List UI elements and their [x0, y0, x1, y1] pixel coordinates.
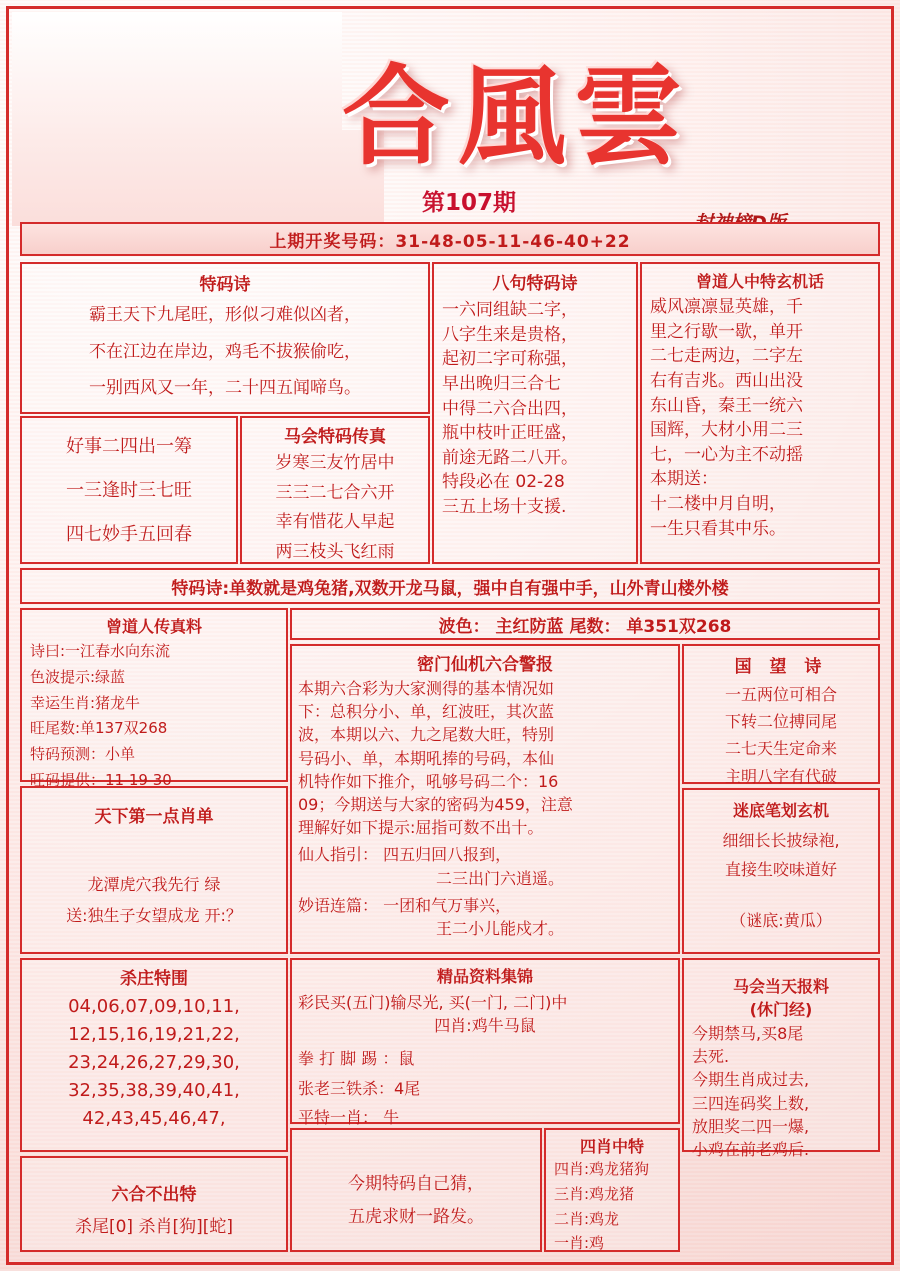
mahui-chuanzhen-line-1: 岁寒三友竹居中 — [275, 453, 395, 473]
tianxia-box — [20, 786, 288, 954]
temashi-line-1: 霸王天下九尾旺，形似刁难似凶者， — [89, 305, 361, 325]
mimen-body-1: 本期六合彩为大家测得的基本情况如 — [298, 679, 555, 698]
midi-line-2: 直接生咬味道好 — [724, 860, 837, 880]
temashi-title: 特码诗 — [199, 275, 251, 295]
bajutemashi-line-6: 瓶中枝叶正旺盛， — [442, 423, 578, 444]
mahui-baoliao-title: 马会当天报料 — [732, 977, 829, 996]
sixiao-title: 四肖中特 — [579, 1137, 644, 1156]
mahui-chuanzhen-line-3: 幸有惜花人早起 — [275, 512, 395, 533]
midi-title: 迷底笔划玄机 — [732, 801, 829, 820]
shazhuang-numbers-3: 23,24,26,27,29,30, — [68, 1051, 240, 1073]
mahui-chuanzhen-line-2: 三三二七合六开 — [275, 482, 395, 503]
mahui-baoliao-line-5: 放胆奖二四一爆, — [692, 1116, 810, 1136]
tianxia-line-2: 送:独生子女望成龙 开:？ — [66, 906, 242, 926]
jingpin-row-3: 平特一肖： 牛 — [298, 1107, 400, 1127]
tianxia-line-1: 龙潭虎穴我先行 绿 — [87, 875, 221, 894]
zengdaoren-chuanzhen-title: 曾道人传真料 — [105, 617, 202, 636]
guowang-shi-line-4: 主明八字有代破 — [724, 766, 837, 786]
jingpin-row-2: 张老三铁杀：4尾 — [298, 1078, 421, 1098]
sixiao-row-4: 一肖:鸡 — [554, 1234, 605, 1253]
shazhuang-numbers-4: 32,35,38,39,40,41, — [68, 1079, 240, 1101]
mahui-baoliao-line-4: 三四连码奖上数, — [692, 1093, 810, 1113]
bajutemashi-line-2: 八字生来是贵格， — [442, 324, 578, 345]
zengdaoren-xuanji-line-3: 二七走两边，二字左 — [650, 346, 803, 367]
mimen-body-5: 机特作如下推介，吼够号码二个：16 — [298, 771, 559, 791]
mahui-baoliao-subtitle: (休门经) — [749, 1000, 813, 1019]
header-white-panel-2 — [12, 130, 384, 226]
jingpin-title: 精品资料集锦 — [436, 967, 533, 986]
shazhuang-numbers-1: 04,06,07,09,10,11, — [68, 996, 240, 1017]
bajutemashi-line-1: 一六同组缺二字， — [442, 300, 578, 320]
zengdaoren-chuanzhen-box — [20, 608, 288, 789]
midi-answer: （谜底:黄瓜） — [730, 911, 832, 931]
mahui-baoliao-box — [682, 958, 880, 1159]
jingpin-line-2: 四肖:鸡牛马鼠 — [434, 1016, 536, 1036]
last-draw-numbers: 上期开奖号码：31-48-05-11-46-40+22 — [20, 222, 880, 256]
zengdaoren-chuanzhen-row-2: 色波提示:绿蓝 — [30, 667, 126, 686]
mahui-chuanzhen-line-4: 两三枝头飞红雨 — [275, 541, 395, 562]
header — [12, 12, 888, 216]
mimen-body-4: 号码小、单，本期吼捧的号码，本仙 — [298, 748, 555, 768]
bajutemashi-line-3: 起初二字可称强， — [442, 349, 578, 370]
mahui-baoliao-line-6: 小鸡在前老鸡后. — [692, 1139, 810, 1159]
issue-number: 第107期 — [422, 190, 517, 216]
mimen-miao-label: 妙语连篇： — [298, 895, 379, 915]
header-white-panel — [12, 12, 342, 132]
jingpin-row-1: 拳 打 脚 踢 ：鼠 — [298, 1049, 415, 1069]
bajutemashi-line-7: 前途无路二八开。 — [442, 447, 578, 468]
mimen-guide-line-1: 四五归回八报到， — [383, 845, 512, 865]
haoshi-line-1: 好事二四出一筹 — [66, 436, 192, 457]
sixiao-row-1: 四肖:鸡龙猪狗 — [554, 1160, 650, 1178]
sixiao-row-2: 三肖:鸡龙猪 — [554, 1184, 635, 1203]
mimen-box — [290, 644, 680, 954]
sixiao-box — [544, 1128, 680, 1252]
zengdaoren-chuanzhen-row-1: 诗曰:一江春水向东流 — [30, 642, 171, 660]
temashi-line-3: 一别西风又一年，二十四五闻啼鸟。 — [89, 378, 361, 399]
bose-bar — [290, 608, 880, 640]
zengdaoren-xuanji-box — [640, 262, 880, 564]
shazhuang-numbers-2: 12,15,16,19,21,22, — [68, 1023, 240, 1045]
shazhuang-box — [20, 958, 288, 1152]
mahui-baoliao-line-1: 今期禁马,买8尾 — [692, 1024, 804, 1043]
haoshi-line-2: 一三逢时三七旺 — [66, 480, 192, 502]
tianxia-title: 天下第一点肖单 — [94, 807, 214, 827]
bajutemashi-box — [432, 262, 638, 564]
midi-box — [682, 788, 880, 954]
zengdaoren-chuanzhen-row-5: 特码预测：小单 — [30, 745, 136, 763]
mimen-title: 密门仙机六合警报 — [417, 655, 553, 675]
zengdaoren-xuanji-line-8: 本期送： — [650, 469, 718, 490]
zengdaoren-chuanzhen-row-6: 旺码提供：11 19 30 — [30, 770, 172, 789]
mimen-body-7: 理解好如下提示:屈指可数不出十。 — [298, 818, 544, 838]
zengdaoren-xuanji-line-5: 东山昏，秦王一统六 — [650, 395, 803, 416]
mimen-guide-label: 仙人指引： — [298, 845, 379, 865]
liuhe-title: 六合不出特 — [111, 1185, 197, 1205]
mahui-chuanzhen-title: 马会特码传真 — [284, 427, 386, 447]
midi-line-1: 细细长长披绿袍, — [722, 831, 840, 850]
jinqi-box — [290, 1128, 542, 1252]
liuhe-line: 杀尾[0] 杀肖[狗][蛇] — [74, 1217, 233, 1237]
guowang-shi-line-2: 下转二位搏同尾 — [724, 712, 837, 732]
shazhuang-title: 杀庄特围 — [120, 969, 188, 989]
temashi-line-2: 不在江边在岸边，鸡毛不拔猴偷吃， — [89, 341, 361, 362]
guowang-shi-title: 国 望 诗 — [734, 657, 828, 677]
zengdaoren-chuanzhen-row-3: 幸运生肖:猪龙牛 — [30, 693, 141, 712]
mahui-chuanzhen-box — [240, 416, 430, 564]
bajutemashi-line-4: 早出晚归三合七 — [442, 373, 561, 394]
bose-text: 波色： 主红防蓝 尾数： 单351双268 — [438, 616, 732, 637]
mahui-baoliao-line-3: 今期生肖成过去, — [692, 1070, 810, 1090]
page-title: 合風雲 — [342, 54, 691, 180]
zengdaoren-xuanji-line-7: 七，一心为主不动摇 — [650, 444, 803, 465]
guowang-shi-line-3: 二七天生定命来 — [724, 739, 837, 759]
zengdaoren-xuanji-line-2: 里之行歇一歇，单开 — [650, 321, 803, 342]
jingpin-line-1: 彩民买(五门)输尽光, 买(一门, 二门)中 — [298, 993, 568, 1012]
zengdaoren-xuanji-line-6: 国辉，大材小用二三 — [650, 420, 803, 441]
jingpin-box — [290, 958, 680, 1127]
mimen-body-6: 09；今期送与大家的密码为459，注意 — [298, 794, 573, 814]
bajutemashi-line-9: 三五上场十支援. — [442, 497, 567, 518]
mimen-body-3: 波，本期以六、九之尾数大旺，特别 — [298, 725, 555, 745]
mimen-guide-line-2: 二三出门六逍遥。 — [435, 868, 564, 888]
zengdaoren-xuanji-title: 曾道人中特玄机话 — [695, 272, 824, 291]
temashi-box — [20, 262, 430, 414]
sixiao-row-3: 二肖:鸡龙 — [554, 1209, 620, 1228]
jinqi-line-2: 五虎求财一路发。 — [348, 1206, 484, 1227]
mimen-body-2: 下：总积分小、单，红波旺，其次蓝 — [298, 702, 555, 722]
mimen-miao-line-2: 王二小儿能戍才。 — [435, 918, 564, 938]
haoshi-line-3: 四七妙手五回春 — [66, 524, 192, 546]
bajutemashi-line-5: 中得二六合出四， — [442, 398, 578, 419]
zengdaoren-chuanzhen-row-4: 旺尾数:单137双268 — [30, 719, 168, 738]
guowang-shi-line-1: 一五两位可相合 — [724, 685, 837, 704]
guowang-shi-box — [682, 644, 880, 784]
bajutemashi-title: 八句特码诗 — [492, 274, 578, 294]
temashi-summary-bar — [20, 568, 880, 604]
jinqi-line-1: 今期特码自己猜， — [348, 1174, 484, 1194]
liuhe-box — [20, 1156, 288, 1252]
zengdaoren-xuanji-line-9: 十二楼中月自明， — [650, 494, 786, 515]
haoshi-box — [20, 416, 238, 564]
zengdaoren-xuanji-line-10: 一生只看其中乐。 — [650, 518, 786, 539]
temashi-summary-text: 特码诗:单数就是鸡兔猪,双数开龙马鼠，强中自有强中手，山外青山楼外楼 — [171, 578, 729, 599]
mahui-baoliao-line-2: 去死. — [692, 1047, 730, 1067]
bajutemashi-line-8: 特段必在 02-28 — [442, 472, 565, 493]
zengdaoren-xuanji-line-4: 右有吉兆。西山出没 — [650, 370, 803, 391]
mimen-miao-line-1: 一团和气万事兴， — [383, 895, 512, 915]
zengdaoren-xuanji-line-1: 威风凛凛显英雄，千 — [650, 297, 803, 317]
shazhuang-numbers-5: 42,43,45,46,47, — [82, 1107, 226, 1129]
